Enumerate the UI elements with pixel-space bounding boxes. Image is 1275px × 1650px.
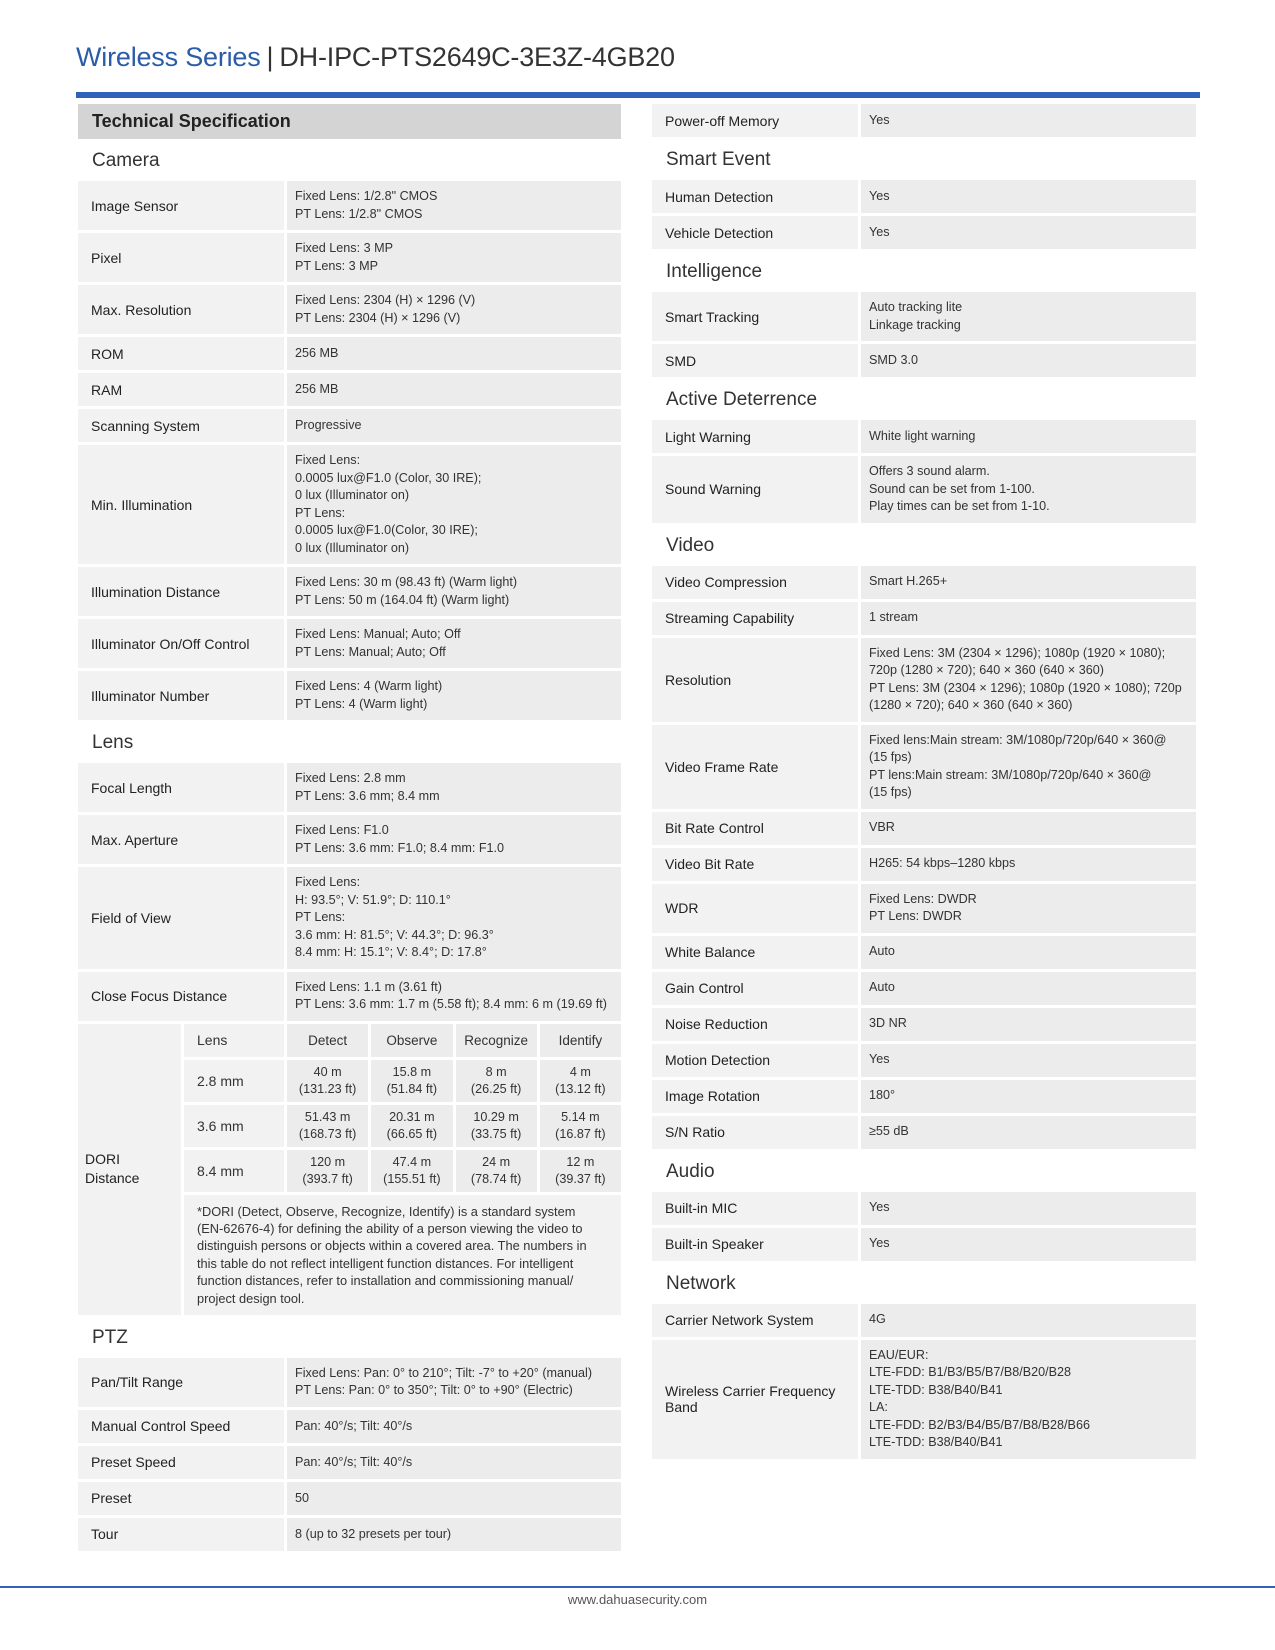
spec-key: Video Compression bbox=[652, 566, 858, 599]
left-spec-groups-ptz bbox=[78, 1318, 621, 1551]
dori-value-line: (168.73 ft) bbox=[298, 1126, 357, 1141]
spec-value-line: Fixed Lens: Manual; Auto; Off bbox=[295, 627, 461, 641]
spec-key: SMD bbox=[652, 344, 858, 377]
spec-row-tour bbox=[78, 1518, 621, 1551]
spec-value bbox=[861, 216, 1196, 249]
dori-value bbox=[456, 1060, 537, 1102]
dori-header-lens: Lens bbox=[184, 1024, 284, 1057]
dori-value bbox=[287, 1150, 368, 1192]
spec-row-video-bit-rate bbox=[652, 848, 1196, 881]
spec-value-line: 8 (up to 32 presets per tour) bbox=[295, 1526, 452, 1541]
spec-value-line: LTE-TDD: B38/B40/B41 bbox=[869, 1435, 1003, 1449]
dori-label-line: DORI bbox=[85, 1151, 120, 1168]
dori-value-line: (155.51 ft) bbox=[383, 1171, 441, 1186]
spec-key: Sound Warning bbox=[652, 456, 858, 523]
spec-value-line: 0.0005 lux@F1.0(Color, 30 IRE); bbox=[295, 523, 478, 537]
section-heading-audio: Audio bbox=[666, 1160, 715, 1182]
dori-value-line: 15.8 m bbox=[392, 1064, 432, 1079]
spec-value-line: PT Lens: 4 (Warm light) bbox=[295, 696, 428, 711]
spec-key: Illuminator On/Off Control bbox=[78, 619, 284, 668]
dori-label bbox=[78, 1024, 181, 1315]
spec-value-line: 720p (1280 × 720); 640 × 360 (640 × 360) bbox=[869, 663, 1104, 677]
spec-value-line: Yes bbox=[869, 224, 890, 239]
spec-value-line: Fixed Lens: Pan: 0° to 210°; Tilt: -7° to +20° (manual) bbox=[295, 1365, 593, 1380]
spec-value-line: Pan: 40°/s; Tilt: 40°/s bbox=[295, 1454, 413, 1469]
spec-key: Preset bbox=[78, 1482, 284, 1515]
page-header bbox=[76, 42, 675, 73]
spec-row-illumination-distance bbox=[78, 567, 621, 616]
dori-value-line: (131.23 ft) bbox=[298, 1081, 357, 1096]
spec-row-noise-reduction bbox=[652, 1008, 1196, 1041]
spec-value-line: 8.4 mm: H: 15.1°; V: 8.4°; D: 17.8° bbox=[295, 945, 487, 959]
spec-row-preset-speed bbox=[78, 1446, 621, 1479]
dori-value bbox=[540, 1105, 621, 1147]
spec-key: Resolution bbox=[652, 638, 858, 722]
left-column bbox=[78, 104, 621, 1554]
spec-value bbox=[861, 1080, 1196, 1113]
dori-value-line: (66.65 ft) bbox=[386, 1126, 438, 1141]
spec-value bbox=[287, 373, 621, 406]
spec-value-line: Play times can be set from 1-10. bbox=[869, 499, 1050, 513]
spec-value-line: PT Lens: 3.6 mm: 1.7 m (5.58 ft); 8.4 mm: 6 m (19.69 ft) bbox=[295, 997, 607, 1011]
spec-row-built-in-mic bbox=[652, 1192, 1196, 1225]
spec-row-focal-length bbox=[78, 763, 621, 812]
spec-value-line: White light warning bbox=[869, 428, 976, 443]
spec-key: Smart Tracking bbox=[652, 292, 858, 341]
dori-row bbox=[184, 1150, 621, 1192]
spec-row-human-detection bbox=[652, 180, 1196, 213]
spec-value-line: Fixed Lens: DWDR bbox=[869, 891, 977, 906]
dori-header-identify: Identify bbox=[540, 1024, 621, 1057]
spec-value-line: Fixed Lens: 30 m (98.43 ft) (Warm light) bbox=[295, 575, 518, 589]
spec-value-line: (1280 × 720); 640 × 360 (640 × 360) bbox=[869, 698, 1073, 712]
spec-row-resolution bbox=[652, 638, 1196, 722]
spec-row-wdr bbox=[652, 884, 1196, 933]
spec-value-line: Pan: 40°/s; Tilt: 40°/s bbox=[295, 1418, 413, 1433]
spec-value-line: Fixed Lens: 1/2.8" CMOS bbox=[295, 189, 438, 203]
spec-value-line: Fixed lens:Main stream: 3M/1080p/720p/640 × 360@ bbox=[869, 732, 1167, 747]
spec-value bbox=[861, 972, 1196, 1005]
dori-value-line: 8 m bbox=[485, 1064, 507, 1079]
spec-value bbox=[861, 1008, 1196, 1041]
spec-row-ram bbox=[78, 373, 621, 406]
dori-value bbox=[540, 1060, 621, 1102]
spec-value-line: Yes bbox=[869, 188, 890, 203]
spec-value bbox=[861, 936, 1196, 969]
dori-value-line: 47.4 m bbox=[392, 1154, 432, 1169]
spec-value-line: 0.0005 lux@F1.0 (Color, 30 IRE); bbox=[295, 470, 482, 485]
dori-value bbox=[371, 1060, 452, 1102]
spec-value-line: 1 stream bbox=[869, 610, 918, 625]
spec-value-line: EAU/EUR: bbox=[869, 1347, 929, 1362]
spec-row-wireless-carrier-frequency-band bbox=[652, 1340, 1196, 1459]
spec-value-line: Yes bbox=[869, 112, 890, 127]
section-heading-intelligence: Intelligence bbox=[666, 261, 763, 282]
dori-note-line: function distances, refer to installation and commissioning manual/ bbox=[197, 1273, 574, 1289]
spec-value-line: LTE-FDD: B2/B3/B4/B5/B7/B8/B28/B66 bbox=[869, 1417, 1090, 1432]
spec-value bbox=[287, 815, 621, 864]
spec-key: Video Frame Rate bbox=[652, 725, 858, 809]
spec-value-line: LA: bbox=[869, 1400, 888, 1414]
spec-row-illuminator-on-off-control bbox=[78, 619, 621, 668]
spec-row-image-sensor bbox=[78, 181, 621, 230]
spec-value bbox=[861, 638, 1196, 722]
spec-row-s-n-ratio bbox=[652, 1116, 1196, 1149]
spec-value bbox=[861, 1228, 1196, 1261]
spec-key: Wireless Carrier Frequency Band bbox=[652, 1340, 858, 1459]
spec-value bbox=[861, 344, 1196, 377]
spec-value-line: Yes bbox=[869, 1200, 890, 1215]
spec-row-light-warning bbox=[652, 420, 1196, 453]
spec-key: Built-in MIC bbox=[652, 1192, 858, 1225]
dori-value-line: (13.12 ft) bbox=[555, 1081, 606, 1096]
spec-value-line: PT Lens: 50 m (164.04 ft) (Warm light) bbox=[295, 592, 510, 607]
spec-row-video-frame-rate bbox=[652, 725, 1196, 809]
dori-lens: 2.8 mm bbox=[184, 1060, 284, 1102]
dori-row bbox=[184, 1105, 621, 1147]
spec-value bbox=[861, 180, 1196, 213]
right-column bbox=[652, 104, 1196, 1462]
spec-row-pixel bbox=[78, 233, 621, 282]
spec-value-line: PT Lens: Manual; Auto; Off bbox=[295, 644, 446, 659]
spec-key: S/N Ratio bbox=[652, 1116, 858, 1149]
spec-value bbox=[287, 285, 621, 334]
spec-value-line: LTE-TDD: B38/B40/B41 bbox=[869, 1382, 1003, 1397]
spec-value bbox=[287, 233, 621, 282]
section-heading-camera: Camera bbox=[92, 150, 160, 171]
dori-lens: 3.6 mm bbox=[184, 1105, 284, 1147]
dori-value-line: (26.25 ft) bbox=[470, 1081, 522, 1096]
dori-note bbox=[184, 1195, 621, 1315]
spec-value bbox=[287, 763, 621, 812]
spec-value bbox=[287, 972, 621, 1021]
dori-value bbox=[287, 1060, 368, 1102]
spec-value-line: Fixed Lens: 1.1 m (3.61 ft) bbox=[295, 979, 442, 994]
spec-value-line: PT Lens: 3M (2304 × 1296); 1080p (1920 × 1080); 720p bbox=[869, 680, 1182, 695]
dori-row bbox=[184, 1060, 621, 1102]
spec-key: Image Sensor bbox=[78, 181, 284, 230]
spec-row-video-compression bbox=[652, 566, 1196, 599]
spec-value-line: 0 lux (Illuminator on) bbox=[295, 540, 410, 555]
spec-value-line: Yes bbox=[869, 1236, 890, 1251]
spec-value-line: VBR bbox=[869, 820, 895, 835]
spec-key: Bit Rate Control bbox=[652, 812, 858, 845]
spec-key: Noise Reduction bbox=[652, 1008, 858, 1041]
spec-value bbox=[287, 1446, 621, 1479]
spec-value-line: Fixed Lens: F1.0 bbox=[295, 823, 389, 837]
spec-key: Illumination Distance bbox=[78, 567, 284, 616]
spec-row-bit-rate-control bbox=[652, 812, 1196, 845]
spec-value-line: PT Lens: bbox=[295, 910, 346, 924]
spec-value bbox=[861, 602, 1196, 635]
spec-row-motion-detection bbox=[652, 1044, 1196, 1077]
spec-value-line: 256 MB bbox=[295, 381, 339, 396]
spec-value bbox=[287, 1358, 621, 1407]
spec-value-line: PT Lens: 1/2.8" CMOS bbox=[295, 206, 423, 221]
spec-value-line: Fixed Lens: 2.8 mm bbox=[295, 771, 406, 785]
spec-value-line: Smart H.265+ bbox=[869, 574, 948, 589]
spec-key: Gain Control bbox=[652, 972, 858, 1005]
spec-row-max-resolution bbox=[78, 285, 621, 334]
spec-value-line: 180° bbox=[869, 1088, 896, 1103]
spec-value-line: Offers 3 sound alarm. bbox=[869, 464, 990, 478]
spec-key: Preset Speed bbox=[78, 1446, 284, 1479]
section-heading-smart-event: Smart Event bbox=[666, 149, 771, 170]
header-rule bbox=[76, 92, 1200, 98]
spec-value bbox=[861, 812, 1196, 845]
spec-row-illuminator-number bbox=[78, 671, 621, 720]
spec-value bbox=[861, 848, 1196, 881]
spec-value-line: Fixed Lens: 3 MP bbox=[295, 241, 393, 255]
dori-value bbox=[371, 1105, 452, 1147]
spec-title: Technical Specification bbox=[78, 104, 621, 139]
spec-value bbox=[861, 1044, 1196, 1077]
spec-value-line: 3D NR bbox=[869, 1016, 907, 1031]
spec-value bbox=[287, 1482, 621, 1515]
spec-value-line: PT Lens: bbox=[295, 505, 346, 520]
header-separator: | bbox=[266, 42, 274, 72]
spec-value bbox=[287, 1410, 621, 1443]
spec-value-line: (15 fps) bbox=[869, 785, 912, 799]
section-heading-lens: Lens bbox=[92, 732, 134, 753]
spec-value-line: LTE-FDD: B1/B3/B5/B7/B8/B20/B28 bbox=[869, 1365, 1072, 1379]
spec-value bbox=[861, 884, 1196, 933]
dori-note-line: distinguish persons or objects within a covered area. The numbers in bbox=[197, 1238, 587, 1254]
dori-note-line: this table do not reflect intelligent function distances. For intelligent bbox=[197, 1255, 574, 1271]
spec-value-line: PT Lens: 3 MP bbox=[295, 258, 379, 273]
spec-value bbox=[287, 337, 621, 370]
dori-value-line: 24 m bbox=[482, 1154, 511, 1169]
dori-note-line: project design tool. bbox=[197, 1290, 305, 1306]
series-name: Wireless Series bbox=[76, 42, 261, 72]
spec-value-line: PT Lens: DWDR bbox=[869, 909, 962, 923]
spec-row-field-of-view bbox=[78, 867, 621, 969]
spec-value-line: 0 lux (Illuminator on) bbox=[295, 488, 410, 502]
spec-value bbox=[861, 725, 1196, 809]
spec-row-white-balance bbox=[652, 936, 1196, 969]
spec-row-sound-warning bbox=[652, 456, 1196, 523]
dori-value-line: (39.37 ft) bbox=[555, 1171, 606, 1186]
dori-note-line: *DORI (Detect, Observe, Recognize, Identify) is a standard system bbox=[197, 1203, 576, 1219]
spec-value-line: Progressive bbox=[295, 417, 362, 432]
spec-row-streaming-capability bbox=[652, 602, 1196, 635]
spec-value-line: 3.6 mm: H: 81.5°; V: 44.3°; D: 96.3° bbox=[295, 927, 494, 942]
spec-value-line: Fixed Lens: 4 (Warm light) bbox=[295, 679, 443, 693]
dori-header-recognize: Recognize bbox=[456, 1024, 537, 1057]
spec-value-line: Yes bbox=[869, 1052, 890, 1067]
section-heading-ptz: PTZ bbox=[92, 1326, 128, 1348]
spec-value-line: H265: 54 kbps–1280 kbps bbox=[869, 856, 1016, 871]
spec-row-power-off-memory bbox=[652, 104, 1196, 137]
spec-key: Tour bbox=[78, 1518, 284, 1551]
dori-label-line: Distance bbox=[85, 1170, 140, 1187]
spec-value-line: PT Lens: 3.6 mm; 8.4 mm bbox=[295, 788, 440, 803]
right-spec-groups bbox=[652, 104, 1196, 1459]
spec-value bbox=[287, 671, 621, 720]
dori-value-line: 12 m bbox=[566, 1154, 595, 1169]
dori-value-line: 40 m bbox=[313, 1064, 342, 1079]
spec-key: Pixel bbox=[78, 233, 284, 282]
spec-row-rom bbox=[78, 337, 621, 370]
dori-lens: 8.4 mm bbox=[184, 1150, 284, 1192]
spec-value-line: PT Lens: 2304 (H) × 1296 (V) bbox=[295, 310, 461, 325]
dori-value-line: 120 m bbox=[310, 1154, 346, 1169]
spec-row-pan-tilt-range bbox=[78, 1358, 621, 1407]
spec-key: Power-off Memory bbox=[652, 104, 858, 137]
spec-row-vehicle-detection bbox=[652, 216, 1196, 249]
spec-value bbox=[287, 1518, 621, 1551]
dori-value-line: 5.14 m bbox=[561, 1109, 600, 1124]
spec-row-min-illumination bbox=[78, 445, 621, 564]
spec-key: RAM bbox=[78, 373, 284, 406]
dori-value bbox=[540, 1150, 621, 1192]
dori-header-observe: Observe bbox=[371, 1024, 452, 1057]
section-heading-active-deterrence: Active Deterrence bbox=[666, 389, 818, 410]
spec-row-built-in-speaker bbox=[652, 1228, 1196, 1261]
spec-key: Image Rotation bbox=[652, 1080, 858, 1113]
spec-value bbox=[287, 445, 621, 564]
spec-key: Field of View bbox=[78, 867, 284, 969]
model-number: DH-IPC-PTS2649C-3E3Z-4GB20 bbox=[279, 42, 675, 72]
spec-row-image-rotation bbox=[652, 1080, 1196, 1113]
dori-note-line: (EN-62676-4) for defining the ability of a person viewing the video to bbox=[197, 1220, 583, 1236]
spec-key: Light Warning bbox=[652, 420, 858, 453]
spec-key: Min. Illumination bbox=[78, 445, 284, 564]
dori-value bbox=[456, 1150, 537, 1192]
spec-key: Vehicle Detection bbox=[652, 216, 858, 249]
spec-key: Illuminator Number bbox=[78, 671, 284, 720]
spec-value-line: Auto tracking lite bbox=[869, 300, 963, 314]
spec-row-max-aperture bbox=[78, 815, 621, 864]
spec-key: Focal Length bbox=[78, 763, 284, 812]
section-heading-video: Video bbox=[666, 534, 715, 556]
spec-key: Max. Resolution bbox=[78, 285, 284, 334]
spec-value bbox=[287, 867, 621, 969]
spec-value-line: Sound can be set from 1-100. bbox=[869, 481, 1035, 496]
dori-value-line: (51.84 ft) bbox=[386, 1081, 438, 1096]
spec-value bbox=[287, 409, 621, 442]
spec-value-line: Linkage tracking bbox=[869, 317, 961, 332]
spec-value bbox=[861, 456, 1196, 523]
spec-value-line: Auto bbox=[869, 980, 895, 995]
dori-value bbox=[371, 1150, 452, 1192]
spec-key: Human Detection bbox=[652, 180, 858, 213]
spec-row-gain-control bbox=[652, 972, 1196, 1005]
left-spec-groups bbox=[78, 141, 621, 1021]
footer-rule bbox=[0, 1586, 1275, 1588]
spec-row-scanning-system bbox=[78, 409, 621, 442]
spec-value bbox=[861, 566, 1196, 599]
dori-value bbox=[287, 1105, 368, 1147]
dori-header-row bbox=[184, 1024, 621, 1057]
spec-key: Built-in Speaker bbox=[652, 1228, 858, 1261]
section-heading-network: Network bbox=[666, 1272, 736, 1294]
spec-key: Manual Control Speed bbox=[78, 1410, 284, 1443]
spec-row-carrier-network-system bbox=[652, 1304, 1196, 1337]
dori-value-line: 51.43 m bbox=[304, 1109, 351, 1124]
dori-value-line: (78.74 ft) bbox=[470, 1171, 522, 1186]
spec-value bbox=[861, 1192, 1196, 1225]
spec-value bbox=[861, 1304, 1196, 1337]
spec-row-preset bbox=[78, 1482, 621, 1515]
spec-value-line: SMD 3.0 bbox=[869, 352, 918, 367]
spec-value-line: Auto bbox=[869, 944, 895, 959]
spec-value-line: Fixed Lens: bbox=[295, 875, 361, 889]
spec-value-line: Fixed Lens: bbox=[295, 453, 361, 467]
spec-key: Scanning System bbox=[78, 409, 284, 442]
spec-key: Max. Aperture bbox=[78, 815, 284, 864]
dori-value-line: 20.31 m bbox=[389, 1109, 435, 1124]
dori-value-line: (393.7 ft) bbox=[302, 1171, 353, 1186]
spec-key: WDR bbox=[652, 884, 858, 933]
spec-key: Pan/Tilt Range bbox=[78, 1358, 284, 1407]
spec-value-line: PT Lens: Pan: 0° to 350°; Tilt: 0° to +90° (Electric) bbox=[295, 1383, 573, 1398]
spec-key: Video Bit Rate bbox=[652, 848, 858, 881]
spec-value-line: (15 fps) bbox=[869, 750, 912, 764]
spec-value-line: Fixed Lens: 3M (2304 × 1296); 1080p (1920 × 1080); bbox=[869, 645, 1166, 660]
spec-value-line: ≥55 dB bbox=[869, 1124, 909, 1139]
dori-header-detect: Detect bbox=[287, 1024, 368, 1057]
spec-key: Close Focus Distance bbox=[78, 972, 284, 1021]
dori-value-line: 10.29 m bbox=[473, 1109, 519, 1124]
spec-value-line: Fixed Lens: 2304 (H) × 1296 (V) bbox=[295, 293, 476, 307]
spec-key: White Balance bbox=[652, 936, 858, 969]
dori-value-line: 4 m bbox=[569, 1064, 591, 1079]
spec-row-smart-tracking bbox=[652, 292, 1196, 341]
footer-url: www.dahuasecurity.com bbox=[567, 1592, 708, 1607]
dori-value bbox=[456, 1105, 537, 1147]
spec-row-smd bbox=[652, 344, 1196, 377]
dori-value-line: (33.75 ft) bbox=[470, 1126, 522, 1141]
spec-value-line: 256 MB bbox=[295, 345, 339, 360]
spec-value-line: PT lens:Main stream: 3M/1080p/720p/640 × 360@ bbox=[869, 767, 1152, 782]
dori-value-line: (16.87 ft) bbox=[555, 1126, 606, 1141]
spec-key: Motion Detection bbox=[652, 1044, 858, 1077]
spec-key: Streaming Capability bbox=[652, 602, 858, 635]
spec-value bbox=[861, 104, 1196, 137]
spec-row-manual-control-speed bbox=[78, 1410, 621, 1443]
spec-row-close-focus-distance bbox=[78, 972, 621, 1021]
spec-key: Carrier Network System bbox=[652, 1304, 858, 1337]
spec-value bbox=[287, 181, 621, 230]
spec-value bbox=[861, 1116, 1196, 1149]
spec-value-line: 4G bbox=[869, 1312, 886, 1327]
spec-value-line: H: 93.5°; V: 51.9°; D: 110.1° bbox=[295, 892, 451, 907]
spec-value bbox=[287, 619, 621, 668]
spec-value bbox=[287, 567, 621, 616]
spec-value-line: PT Lens: 3.6 mm: F1.0; 8.4 mm: F1.0 bbox=[295, 840, 505, 855]
spec-value bbox=[861, 1340, 1196, 1459]
spec-key: ROM bbox=[78, 337, 284, 370]
dori-distance-table bbox=[78, 1024, 621, 1315]
spec-value bbox=[861, 292, 1196, 341]
dori-body bbox=[184, 1024, 621, 1315]
spec-value bbox=[861, 420, 1196, 453]
spec-value-line: 50 bbox=[295, 1490, 310, 1505]
